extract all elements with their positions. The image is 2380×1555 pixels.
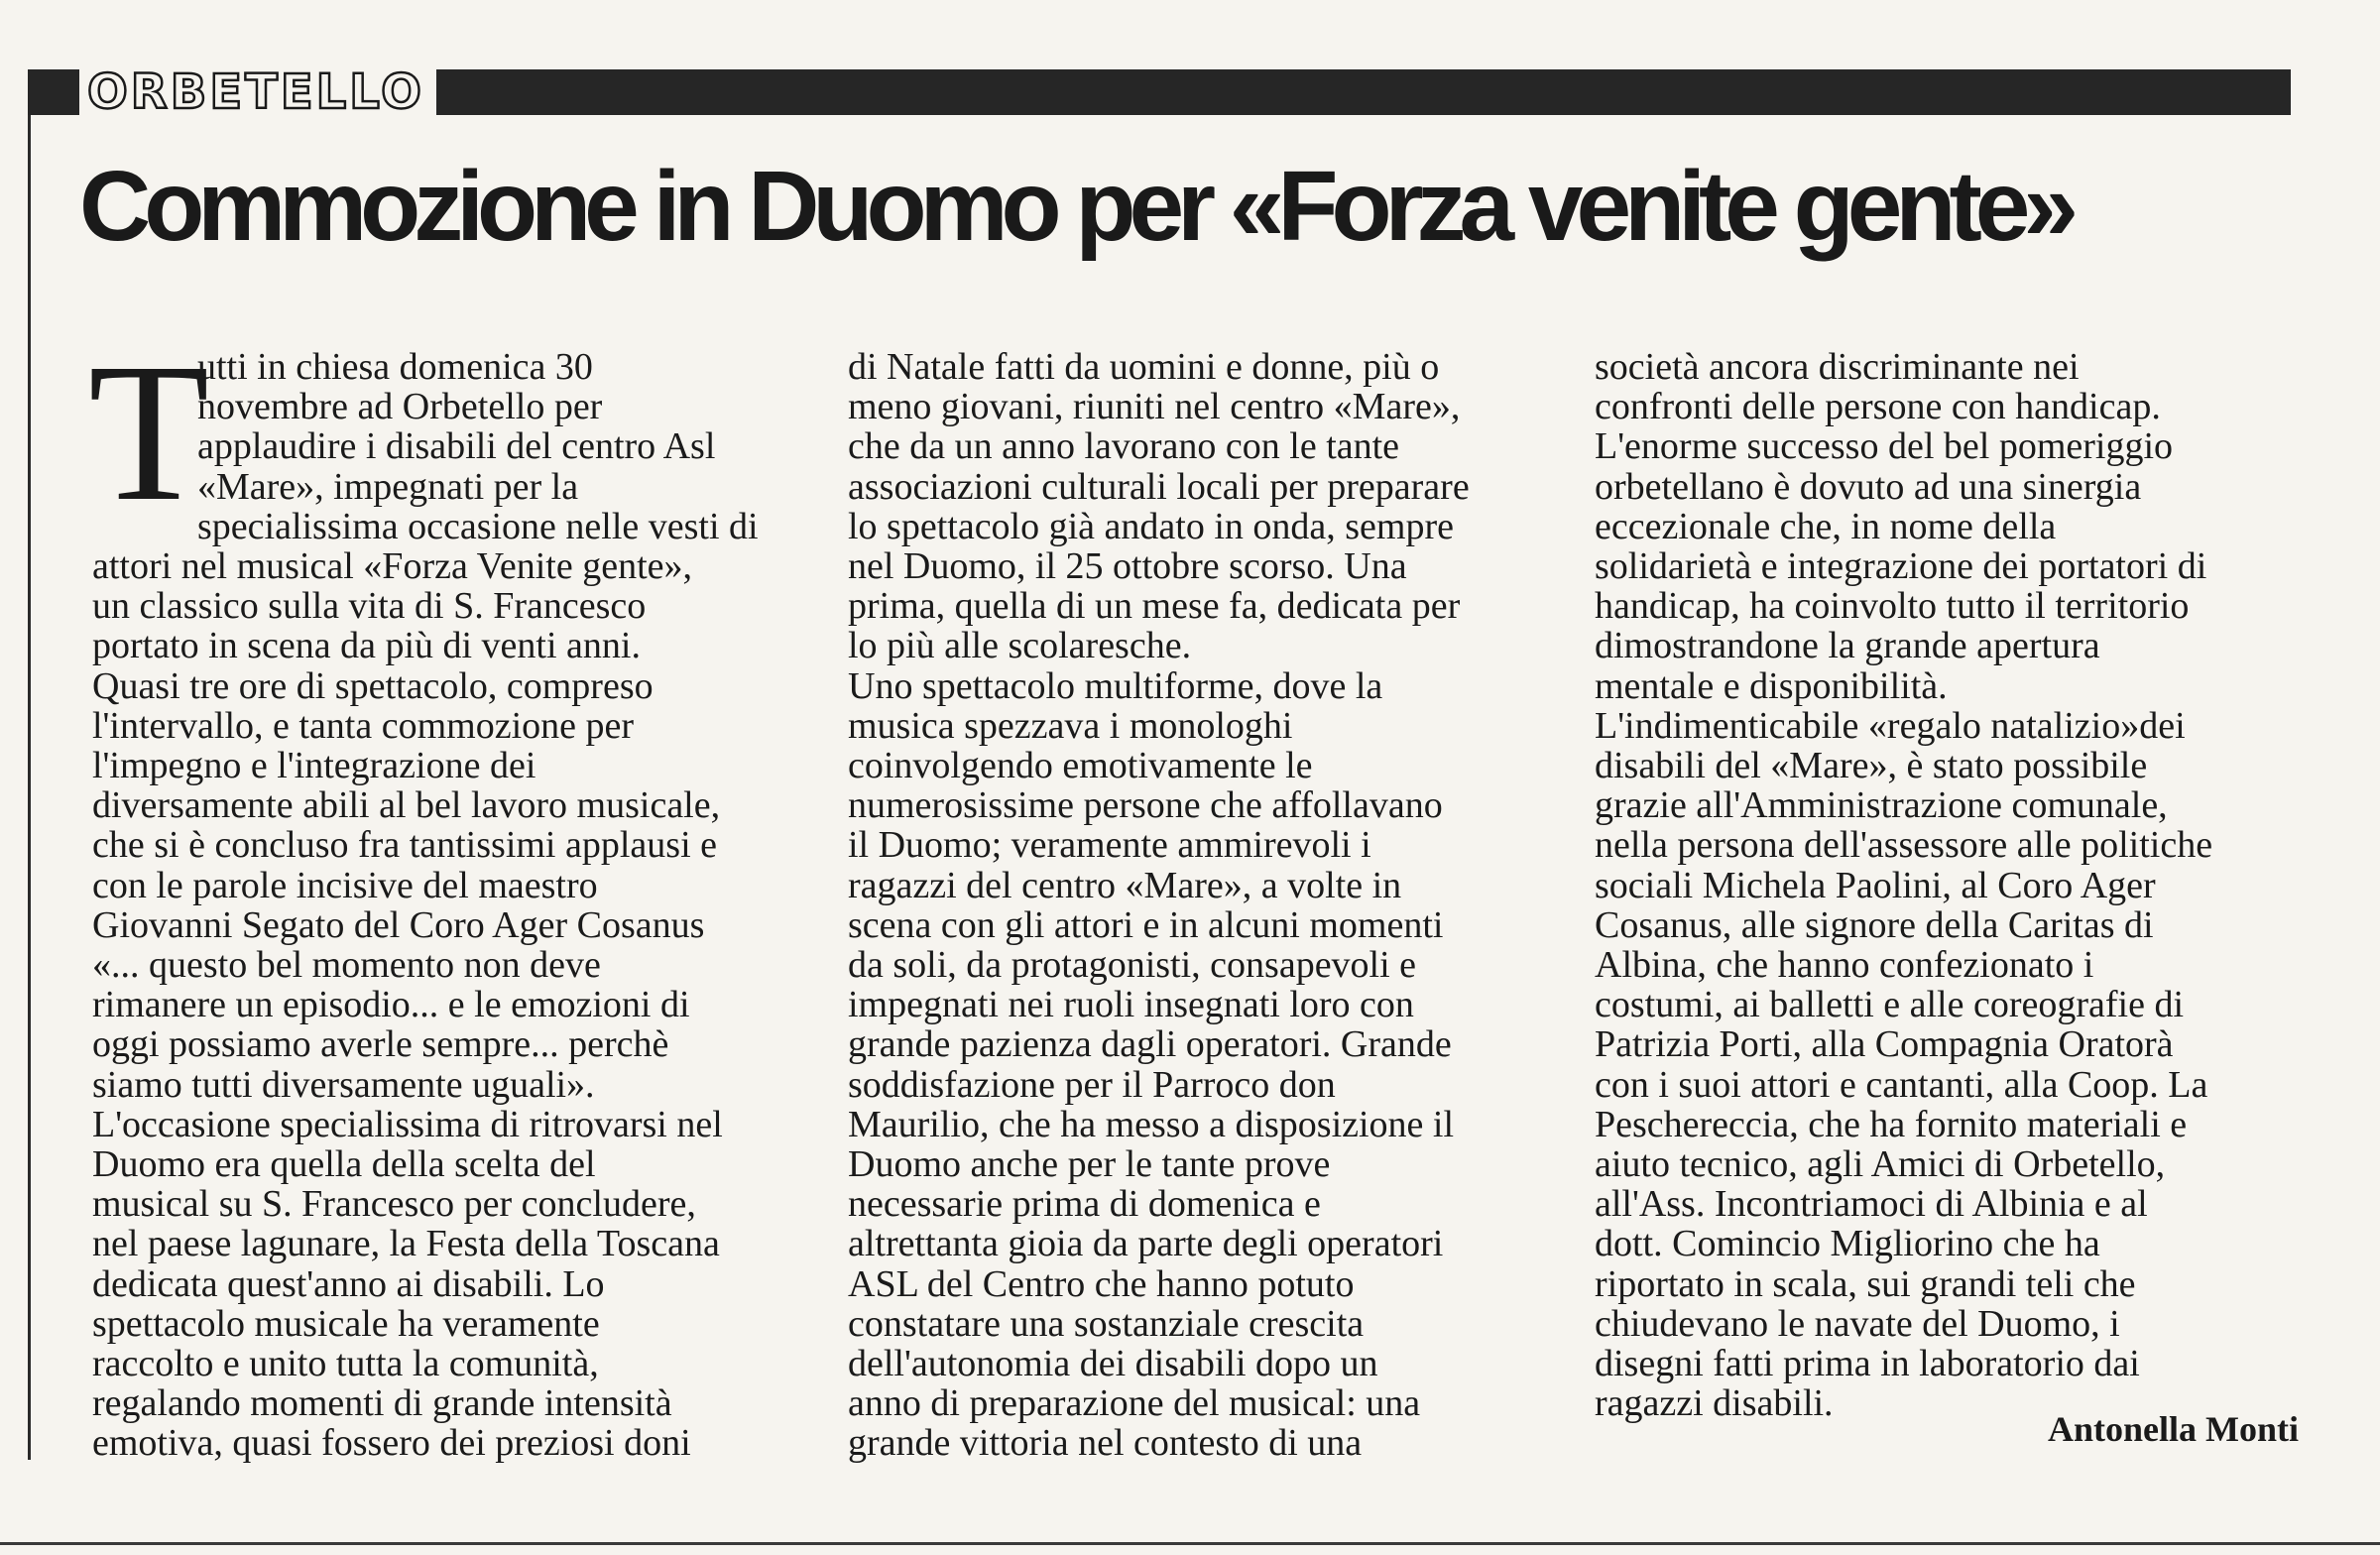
text-line: musica spezzava i monologhi [848, 704, 1293, 747]
text-line: nella persona dell'assessore alle politiche [1595, 824, 2213, 867]
text-line: portato in scena da più di venti anni. [92, 625, 641, 667]
text-line: novembre ad Orbetello per [197, 386, 603, 428]
text-line: impegnati nei ruoli insegnati loro con [848, 984, 1414, 1026]
text-line: di Natale fatti da uomini e donne, più o [848, 346, 1440, 388]
text-line: l'impegno e l'integrazione dei [92, 745, 536, 787]
text-line: L'occasione specialissima di ritrovarsi nel [92, 1103, 723, 1145]
text-line: disegni fatti prima in laboratorio dai [1595, 1343, 2140, 1385]
text-line: da soli, da protagonisti, consapevoli e [848, 944, 1417, 987]
text-line: Duomo era quella della scelta del [92, 1143, 596, 1186]
column-1-text [92, 347, 806, 1464]
text-line: l'intervallo, e tanta commozione per [92, 704, 635, 747]
text-line: specialissima occasione nelle vesti di [197, 505, 759, 547]
text-line: dedicata quest'anno ai disabili. Lo [92, 1262, 605, 1305]
drop-cap: T [88, 323, 210, 542]
text-line: con le parole incisive del maestro [92, 864, 598, 906]
text-line: eccezionale che, in nome della [1595, 505, 2057, 547]
text-line: un classico sulla vita di S. Francesco [92, 585, 647, 628]
text-line: Albina, che hanno confezionato i [1595, 944, 2094, 987]
text-line: costumi, ai balletti e alle coreografie di [1595, 984, 2185, 1026]
text-line: emotiva, quasi fossero dei preziosi doni [92, 1422, 691, 1465]
text-line: grande pazienza dagli operatori. Grande [848, 1023, 1452, 1066]
text-line: disabili del «Mare», è stato possibile [1595, 745, 2148, 787]
text-line: L'indimenticabile «regalo natalizio»dei [1595, 704, 2186, 747]
text-line: lo più alle scolaresche. [848, 625, 1192, 667]
text-line: Maurilio, che ha messo a disposizione il [848, 1103, 1455, 1145]
author-byline: Antonella Monti [2047, 1409, 2299, 1449]
text-line: «... questo bel momento non deve [92, 944, 601, 987]
text-line: riportato in scala, sui grandi teli che [1595, 1262, 2136, 1305]
text-line: Uno spettacolo multiforme, dove la [848, 664, 1383, 707]
text-line: nel Duomo, il 25 ottobre scorso. Una [848, 545, 1407, 588]
text-line: rimanere un episodio... e le emozioni di [92, 984, 690, 1026]
text-line: con i suoi attori e cantanti, alla Coop. La [1595, 1063, 2208, 1106]
text-line: ASL del Centro che hanno potuto [848, 1262, 1355, 1305]
column-3-text [1595, 347, 2309, 1423]
text-line: numerosissime persone che affollavano [848, 784, 1443, 827]
text-line: dimostrandone la grande apertura [1595, 625, 2100, 667]
text-line: spettacolo musicale ha veramente [92, 1302, 600, 1345]
text-line: mentale e disponibilità. [1595, 664, 1948, 707]
text-line: nel paese lagunare, la Festa della Toscana [92, 1223, 720, 1265]
text-line: all'Ass. Incontriamoci di Albinia e al [1595, 1183, 2148, 1226]
text-line: altrettanta gioia da parte degli operatori [848, 1223, 1444, 1265]
text-line: Patrizia Porti, alla Compagnia Oratorà [1595, 1023, 2174, 1066]
left-border-rule [28, 71, 31, 1460]
text-line: chiudevano le navate del Duomo, i [1595, 1302, 2120, 1345]
text-line: «Mare», impegnati per la [197, 465, 579, 508]
text-line: solidarietà e integrazione dei portatori di [1595, 545, 2207, 588]
text-line: che da un anno lavorano con le tante [848, 425, 1400, 468]
text-line: Cosanus, alle signore della Caritas di [1595, 903, 2154, 946]
text-line: attori nel musical «Forza Venite gente», [92, 545, 693, 588]
text-line: meno giovani, riuniti nel centro «Mare», [848, 386, 1461, 428]
headline: Commozione in Duomo per «Forza venite gente» [79, 151, 2072, 262]
text-line: raccolto e unito tutta la comunità, [92, 1343, 599, 1385]
text-line: ragazzi disabili. [1595, 1382, 1834, 1425]
text-line: Duomo anche per le tante prove [848, 1143, 1331, 1186]
text-line: sociali Michela Paolini, al Coro Ager [1595, 864, 2156, 906]
text-line: Quasi tre ore di spettacolo, compreso [92, 664, 654, 707]
article-column-2 [848, 347, 1562, 1464]
text-line: dott. Comincio Migliorino che ha [1595, 1223, 2100, 1265]
text-line: lo spettacolo già andato in onda, sempre [848, 505, 1454, 547]
text-line: utti in chiesa domenica 30 [197, 346, 593, 388]
text-line: Peschereccia, che ha fornito materiali e [1595, 1103, 2188, 1145]
text-line: società ancora discriminante nei [1595, 346, 2080, 388]
bottom-border-rule [0, 1542, 2380, 1545]
text-line: che si è concluso fra tantissimi applausi e [92, 824, 717, 867]
text-line: grazie all'Amministrazione comunale, [1595, 784, 2168, 827]
text-line: regalando momenti di grande intensità [92, 1382, 672, 1425]
text-line: applaudire i disabili del centro Asl [197, 425, 716, 468]
article-column-1 [88, 323, 806, 1465]
text-line: coinvolgendo emotivamente le [848, 745, 1313, 787]
text-line: diversamente abili al bel lavoro musicale, [92, 784, 721, 827]
text-line: necessarie prima di domenica e [848, 1183, 1321, 1226]
text-line: ragazzi del centro «Mare», a volte in [848, 864, 1402, 906]
text-line: grande vittoria nel contesto di una [848, 1422, 1363, 1465]
article-column-3 [1595, 347, 2309, 1423]
text-line: soddisfazione per il Parroco don [848, 1063, 1336, 1106]
text-line: musical su S. Francesco per concludere, [92, 1183, 696, 1226]
text-line: dell'autonomia dei disabili dopo un [848, 1343, 1378, 1385]
text-line: orbetellano è dovuto ad una sinergia [1595, 465, 2142, 508]
section-label: ORBETELLO [79, 65, 436, 119]
column-2-text [848, 347, 1562, 1464]
text-line: siamo tutti diversamente uguali». [92, 1063, 595, 1106]
text-line: Giovanni Segato del Coro Ager Cosanus [92, 903, 705, 946]
text-line: prima, quella di un mese fa, dedicata per [848, 585, 1461, 628]
text-line: il Duomo; veramente ammirevoli i [848, 824, 1371, 867]
text-line: confronti delle persone con handicap. [1595, 386, 2161, 428]
text-line: scena con gli attori e in alcuni momenti [848, 903, 1444, 946]
text-line: handicap, ha coinvolto tutto il territorio [1595, 585, 2190, 628]
text-line: constatare una sostanziale crescita [848, 1302, 1365, 1345]
text-line: oggi possiamo averle sempre... perchè [92, 1023, 669, 1066]
text-line: associazioni culturali locali per preparare [848, 465, 1470, 508]
text-line: anno di preparazione del musical: una [848, 1382, 1421, 1425]
text-line: L'enorme successo del bel pomeriggio [1595, 425, 2174, 468]
text-line: aiuto tecnico, agli Amici di Orbetello, [1595, 1143, 2166, 1186]
